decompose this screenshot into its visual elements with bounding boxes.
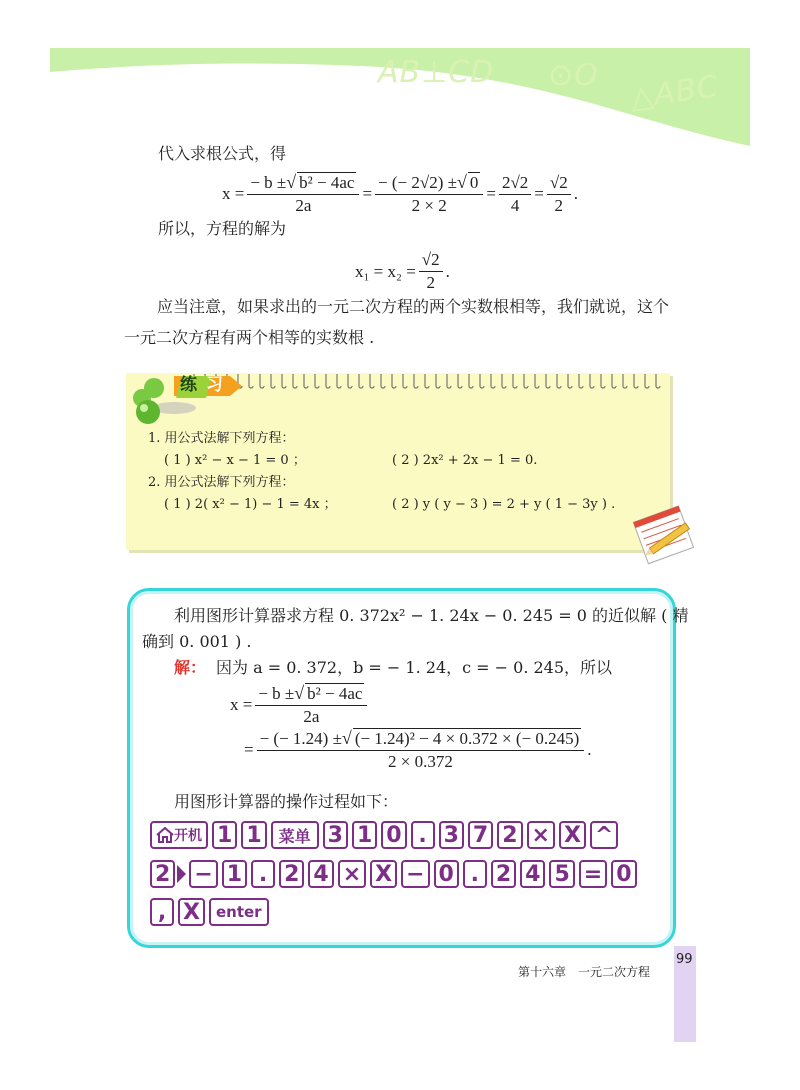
solution-formula	[355, 250, 450, 293]
fraction-final	[547, 173, 571, 216]
practice-q1b: ( 2 ) 2x² + 2x − 1 = 0.	[392, 453, 538, 468]
key: 0	[434, 860, 459, 888]
key: 3	[439, 821, 464, 849]
page-number: 99	[676, 952, 693, 967]
denominator: 4	[510, 195, 520, 215]
denominator: 2	[426, 273, 435, 292]
note-paragraph: 应当注意，如果求出的一元二次方程的两个实数根相等，我们就说，这个一元二次方程有两个相等的实数根 .	[124, 297, 670, 347]
key: ,	[150, 898, 174, 926]
numerator: √2	[419, 250, 443, 272]
key: 1	[352, 821, 377, 849]
notebook-spiral	[188, 372, 668, 390]
key: 2	[497, 821, 522, 849]
radicand: b² − 4ac	[299, 173, 355, 192]
practice-title-1: 练	[180, 375, 197, 395]
key-home-on: 开机	[150, 821, 208, 849]
key: 2	[491, 860, 516, 888]
denominator: 2a	[303, 707, 320, 726]
header-decor-circle: ⊙O	[548, 58, 599, 93]
key: X	[559, 821, 586, 849]
key: X	[370, 860, 397, 888]
key: 2	[150, 860, 175, 888]
key-enter: enter	[209, 898, 269, 926]
x-equals: x =	[222, 184, 245, 203]
example-given: 因为 a = 0. 372，b = − 1. 24，c = − 0. 245，所以	[216, 658, 613, 677]
practice-q1a: ( 1 ) x² − x − 1 = 0 ；	[164, 453, 306, 468]
period: .	[587, 740, 592, 759]
key: 1	[222, 860, 247, 888]
key: ×	[527, 821, 555, 849]
period: .	[445, 261, 450, 281]
key-row-3	[150, 898, 273, 926]
quadratic-formula-3	[244, 728, 592, 772]
period: .	[573, 184, 578, 203]
fraction-substituted: $\frac{- (- 2√2) \pm√ 0}{2 \times 2}$	[375, 172, 483, 216]
equals: =	[244, 740, 254, 759]
key: 1	[241, 821, 266, 849]
radicand: 0	[469, 173, 479, 192]
denominator: 2 × 2	[411, 196, 447, 215]
practice-q2b: ( 2 ) y ( y − 3 ) = 2 + y ( 1 − 3y ) .	[392, 497, 616, 512]
substitute-text: 代入求根公式，得	[158, 144, 287, 163]
key-row-1	[150, 821, 622, 849]
example-problem-line1: 利用图形计算器求方程 0. 372x² − 1. 24x − 0. 245 = 0 的近似解 ( 精	[174, 606, 689, 625]
key: −	[189, 860, 217, 888]
fraction-general: $\frac{\text{− b ±√ b² − 4ac}}{2a}$	[255, 683, 367, 727]
key: =	[579, 860, 607, 888]
denominator: 2a	[295, 196, 312, 215]
quadratic-formula-1: x = $\frac{\text{− b ±√ b² − 4ac}}{2a}$ = $\frac{- (- 2√2) \pm√ 0}{2 \times 2}$ = $\frac{2√2}{4}$ = $\frac{√2}{2}$ .	[222, 172, 578, 215]
header-decor-triangle: △ABC	[627, 68, 722, 117]
key: ^	[590, 821, 618, 849]
numerator-text: − b ±	[250, 173, 287, 192]
quadratic-formula-2	[230, 683, 370, 727]
denominator: 2	[554, 195, 564, 215]
key: .	[411, 821, 435, 849]
numerator-text: − (− 1.24) ±	[259, 729, 342, 748]
key: 2	[279, 860, 304, 888]
fraction-general: $\frac{\text{− b ±√ b² − 4ac}}{2a}$	[247, 172, 359, 216]
key: 7	[468, 821, 493, 849]
denominator: 2 × 0.372	[388, 752, 453, 771]
key: ×	[338, 860, 366, 888]
process-text: 用图形计算器的操作过程如下：	[174, 792, 399, 811]
right-arrow-icon	[177, 865, 186, 883]
home-icon	[156, 827, 174, 843]
numerator-text: − b ±	[258, 684, 295, 703]
fraction-substituted: $\frac{\text{− (− 1.24) ±√ (− 1.24)² − 4 × 0.372 × (− 0.245)}}{2 \times 0.372}$	[257, 728, 585, 772]
key: 5	[549, 860, 574, 888]
key: .	[251, 860, 275, 888]
practice-title-2: 习	[206, 375, 223, 395]
key: 4	[308, 860, 333, 888]
key: .	[463, 860, 487, 888]
numerator: √2	[547, 173, 571, 195]
x-equals: x =	[230, 695, 253, 714]
key: 3	[323, 821, 348, 849]
key: 0	[611, 860, 636, 888]
chapter-footer: 第十六章 一元二次方程	[518, 965, 651, 979]
key: X	[178, 898, 205, 926]
notepad-pencil-icon	[628, 500, 706, 570]
radicand: (− 1.24)² − 4 × 0.372 × (− 0.245)	[354, 729, 580, 748]
numerator: 2√2	[499, 173, 531, 195]
key: 4	[520, 860, 545, 888]
example-problem-line2: 确到 0. 001 ) .	[142, 632, 252, 651]
practice-q2: 2. 用公式法解下列方程：	[148, 475, 295, 490]
key-menu: 菜单	[271, 821, 319, 849]
therefore-text: 所以，方程的解为	[158, 219, 287, 238]
practice-q2a: ( 1 ) 2( x² − 1) − 1 = 4x ；	[164, 497, 337, 512]
radicand: b² − 4ac	[307, 684, 363, 703]
key: −	[401, 860, 429, 888]
practice-q1: 1. 用公式法解下列方程：	[148, 431, 295, 446]
key: 1	[212, 821, 237, 849]
key-row-2	[150, 860, 641, 888]
numerator-text: − (− 2√2) ±	[378, 173, 457, 192]
solution-fraction	[419, 250, 443, 293]
key: 0	[381, 821, 406, 849]
solution-lhs: x₁ = x₂ =	[355, 261, 416, 281]
solve-label: 解：	[174, 658, 207, 677]
fraction-simplified	[499, 173, 531, 216]
header-decor-perpendicular: AB⊥CD	[378, 55, 495, 90]
